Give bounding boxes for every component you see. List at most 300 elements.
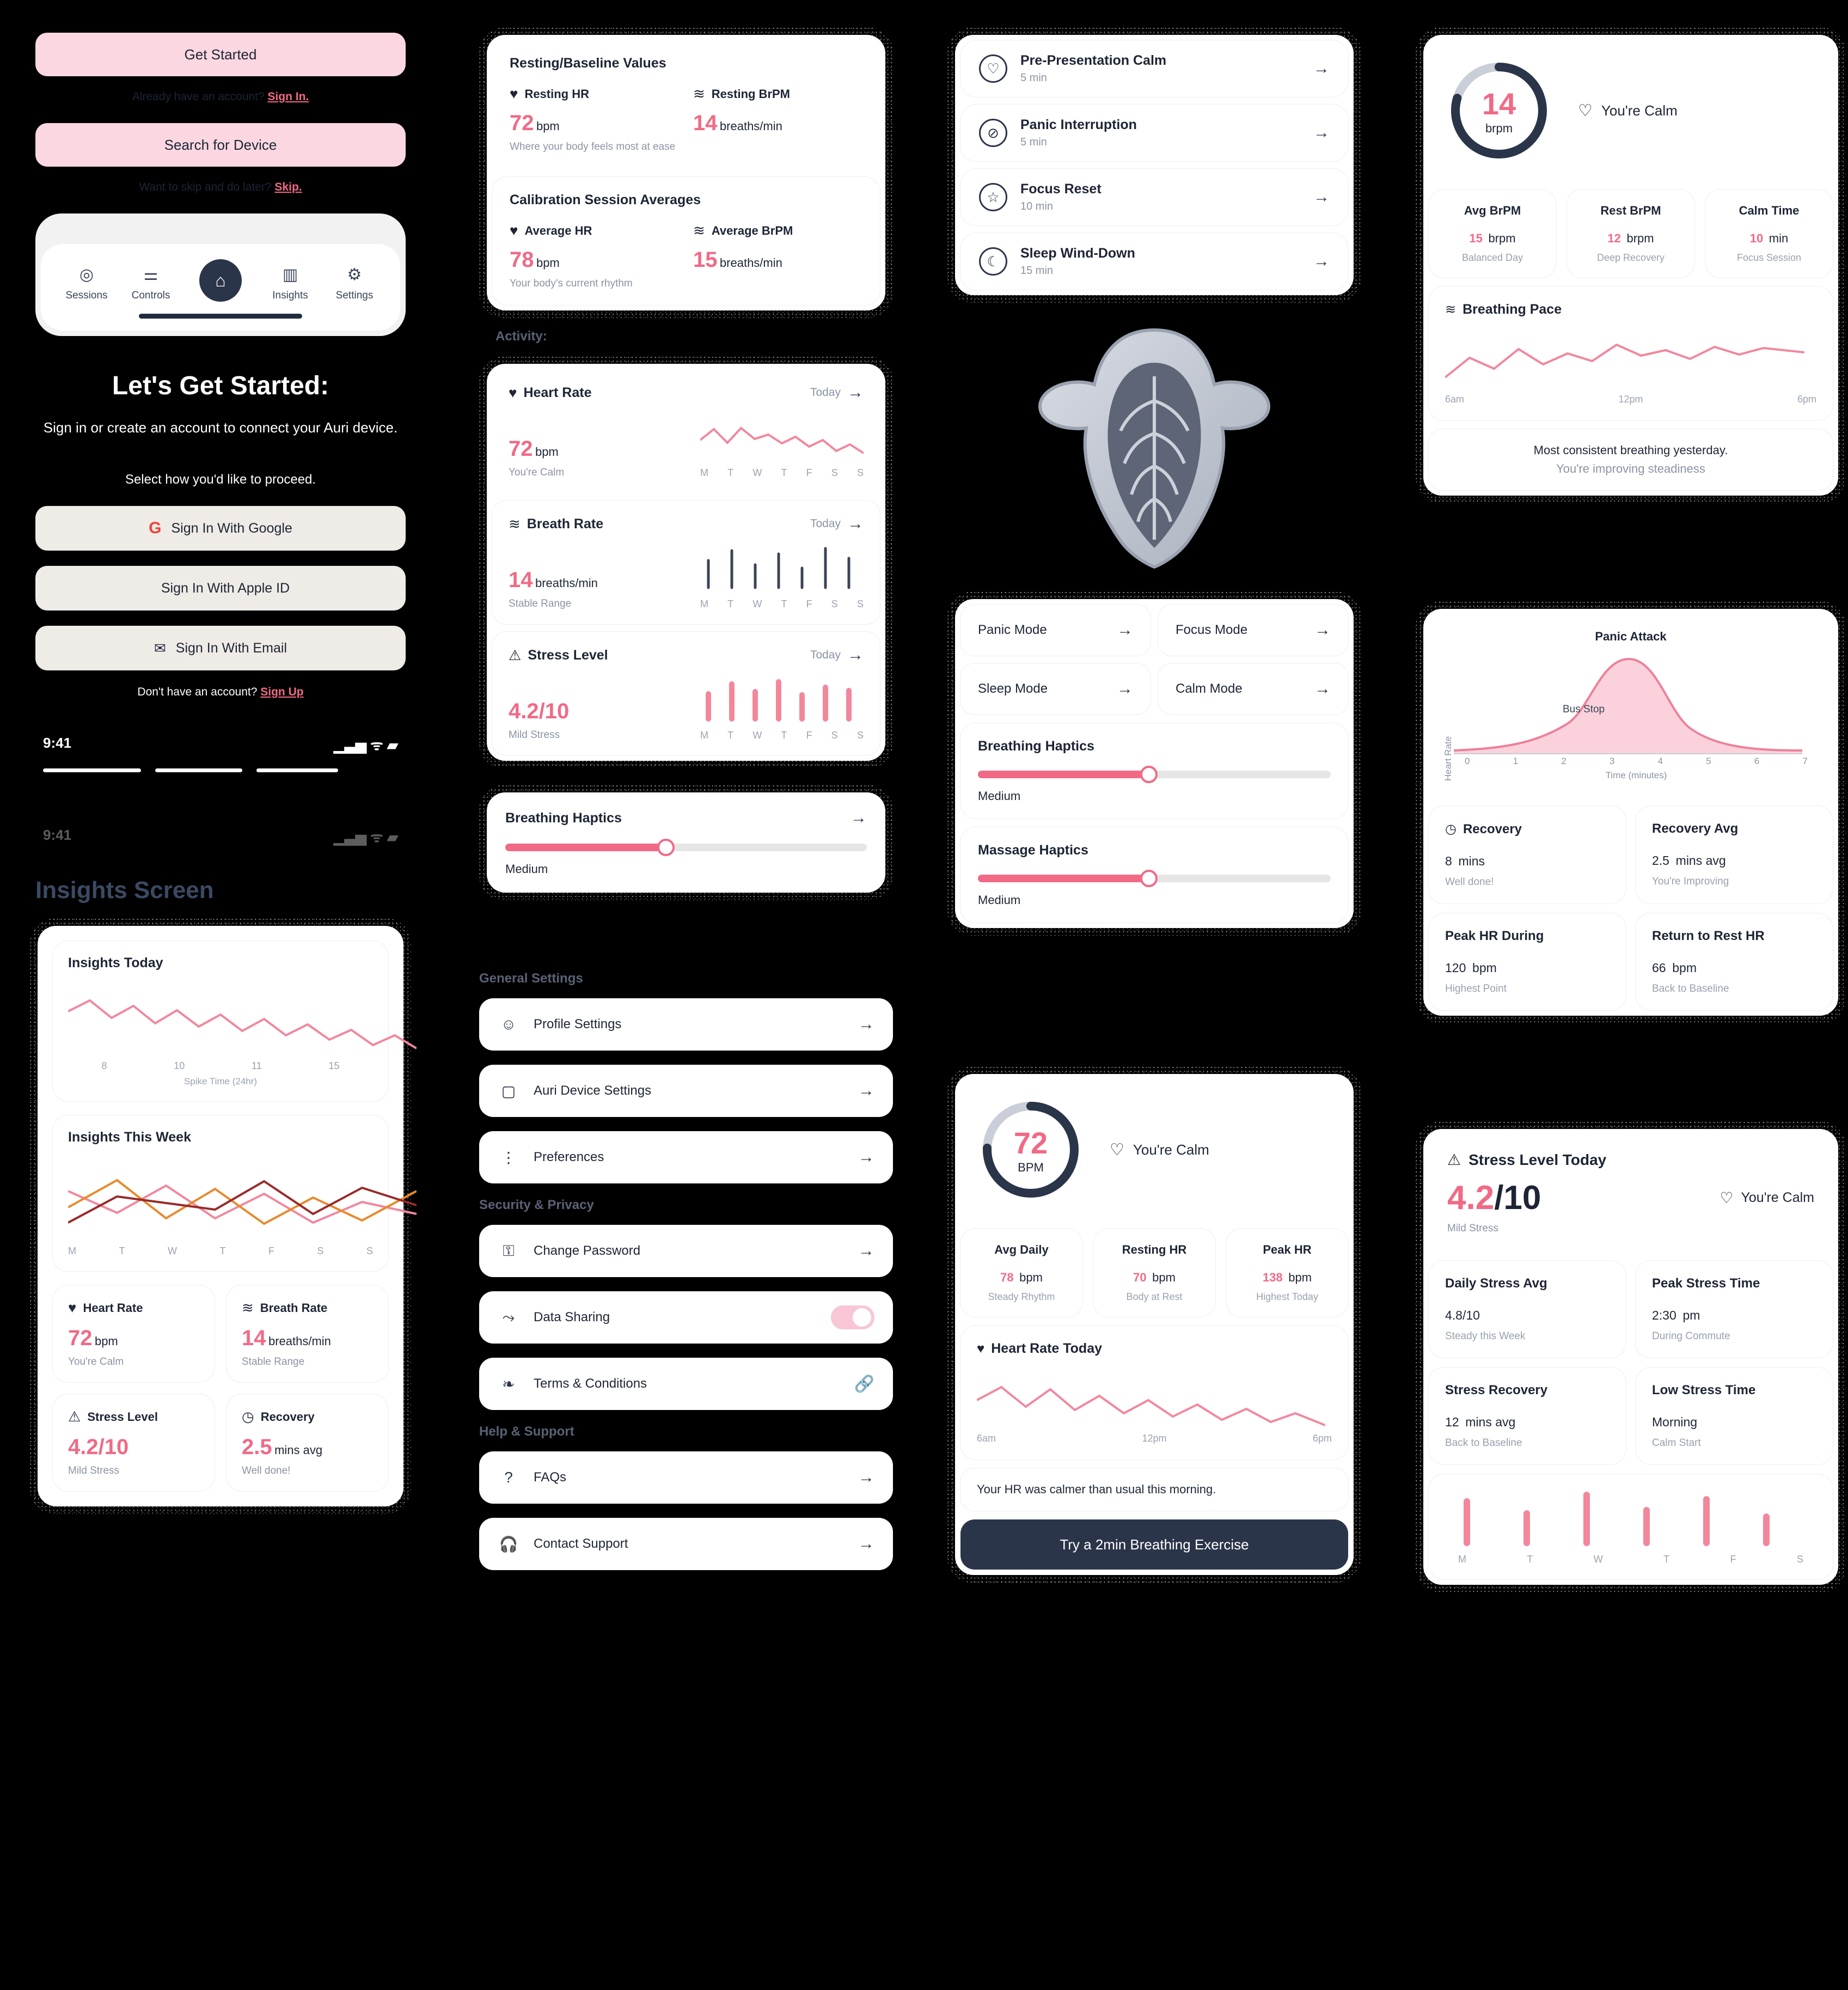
activity-sub: Mild Stress — [509, 729, 560, 741]
session-item-focus-reset[interactable] — [960, 169, 1348, 225]
chevron-right-icon[interactable]: → — [858, 1082, 874, 1100]
auri-creature-illustration — [1029, 325, 1280, 570]
stat-label: Peak HR — [1263, 1243, 1312, 1256]
baseline-left-unit: bpm — [536, 119, 560, 133]
day-label: W — [752, 467, 762, 478]
skip-text: Want to skip and do later? — [139, 181, 272, 193]
hr-today-chart-card — [960, 1326, 1348, 1460]
insights-week-title: Insights This Week — [68, 1130, 191, 1145]
calibration-left-label: Average HR — [524, 223, 592, 237]
chevron-right-icon[interactable]: → — [847, 515, 864, 533]
stat-unit: bpm — [1672, 961, 1697, 975]
brpm-status: You're Calm — [1601, 102, 1678, 119]
breath-icon: ≋ — [509, 515, 521, 532]
status-icons: ▁▃▅ ᯤ ▰ — [333, 829, 398, 845]
stat-sub: Back to Baseline — [1445, 1437, 1522, 1449]
x-tick: 1 — [1513, 756, 1519, 766]
calibration-left-unit: bpm — [536, 256, 560, 270]
day-label: F — [268, 1246, 274, 1256]
metric-label: Recovery — [260, 1409, 315, 1424]
stat-value: 10 — [1749, 231, 1764, 245]
settings-item-label: Contact Support — [534, 1536, 628, 1551]
settings-item-terms[interactable] — [479, 1358, 893, 1410]
stat-unit: mins avg — [1675, 853, 1726, 868]
brpm-ring — [1447, 59, 1551, 162]
metric-card-recovery[interactable] — [227, 1394, 388, 1491]
stat-label: Peak Stress Time — [1652, 1276, 1760, 1291]
alert-icon: ⚠ — [68, 1408, 81, 1425]
page-title: Let's Get Started: — [112, 371, 329, 400]
tick: 15 — [328, 1060, 340, 1071]
person-icon: ☺ — [500, 1016, 517, 1033]
day-label: S — [831, 730, 838, 741]
day-label: S — [856, 467, 864, 478]
stat-value: 66 — [1652, 961, 1666, 975]
stat-value: 2.5 — [1652, 853, 1669, 868]
headset-icon: 🎧 — [499, 1535, 518, 1553]
day-label: T — [781, 467, 787, 478]
already-have-account-text: Already have an account? — [132, 90, 265, 103]
calibration-right-label: Average BrPM — [711, 223, 793, 237]
stat-stress-recovery — [1429, 1368, 1626, 1464]
metric-label: Heart Rate — [83, 1301, 143, 1315]
breathing-pace-chart — [1445, 323, 1804, 394]
day-label: W — [752, 730, 762, 741]
settings-item-device[interactable] — [479, 1065, 893, 1117]
mode-button-focus[interactable] — [1158, 605, 1348, 656]
heart-rate-sparkline — [700, 413, 864, 462]
settings-section-general: General Settings — [479, 971, 583, 986]
skip-note — [35, 181, 406, 194]
insights-week-chart — [68, 1153, 417, 1240]
chevron-right-icon[interactable]: → — [1313, 124, 1330, 142]
session-item-panic-interruption[interactable] — [960, 105, 1348, 161]
day-label: S — [1796, 1554, 1803, 1565]
hr-note: Your HR was calmer than usual this morning. — [960, 1468, 1348, 1511]
stress-header-card — [1429, 1134, 1833, 1251]
home-indicator — [139, 314, 302, 319]
sidebar-item-sessions[interactable] — [59, 265, 114, 302]
breathing-note-2: You're improving steadiness — [1556, 462, 1705, 475]
heart-icon: ♥ — [68, 1299, 77, 1316]
tab-label: Insights — [272, 290, 308, 301]
breathing-pace-title: Breathing Pace — [1463, 302, 1562, 317]
metric-unit: bpm — [94, 1334, 118, 1348]
activity-period: Today — [810, 386, 841, 399]
sso-label: Sign In With Apple ID — [161, 580, 290, 596]
stat-sub: Body at Rest — [1126, 1291, 1183, 1302]
svg-text:Bus Stop: Bus Stop — [1563, 704, 1605, 715]
calibration-left-value: 78 — [510, 248, 534, 272]
control-value: Medium — [978, 893, 1021, 907]
settings-item-label: Profile Settings — [534, 1017, 622, 1031]
breathing-haptics-card[interactable] — [487, 792, 885, 893]
session-duration: 5 min — [1020, 136, 1047, 148]
session-duration: 5 min — [1020, 72, 1047, 84]
hr-ring-card — [960, 1079, 1348, 1220]
question-icon: ? — [504, 1469, 513, 1486]
day-label: W — [167, 1246, 177, 1256]
chevron-right-icon[interactable]: → — [847, 646, 864, 664]
sign-in-google-button[interactable] — [35, 506, 406, 551]
chart-tick: 6am — [1445, 394, 1465, 405]
settings-section-security: Security & Privacy — [479, 1198, 594, 1212]
stat-value: 15 — [1469, 231, 1483, 245]
mode-button-panic[interactable] — [960, 605, 1151, 656]
sso-label: Sign In With Email — [175, 640, 287, 656]
hr-ring-value: 72 — [1013, 1125, 1048, 1160]
day-label: S — [856, 599, 864, 609]
stat-label: Peak HR During — [1445, 929, 1544, 943]
brpm-ring-value: 14 — [1482, 86, 1516, 121]
chevron-right-icon[interactable]: → — [1313, 252, 1330, 270]
sidebar-item-home[interactable] — [188, 259, 253, 302]
sidebar-item-controls[interactable] — [124, 265, 178, 302]
panic-attack-chart — [1454, 647, 1802, 756]
stress-week-bars — [1445, 1488, 1804, 1548]
control-massage-haptics[interactable] — [960, 827, 1348, 923]
gear-icon: ⚙ — [347, 266, 362, 284]
activity-card-breath-rate[interactable] — [492, 500, 880, 624]
day-label: M — [1458, 1554, 1466, 1565]
play-circle-icon: ◎ — [79, 266, 94, 284]
link-icon[interactable]: 🔗 — [854, 1375, 874, 1393]
stat-label: Return to Rest HR — [1652, 929, 1765, 943]
heart-outline-icon: ♡ — [979, 54, 1007, 83]
chevron-right-icon[interactable]: → — [1117, 680, 1133, 698]
day-label: M — [700, 467, 708, 478]
insights-week-days — [68, 1246, 373, 1257]
baseline-right-unit: breaths/min — [719, 119, 782, 133]
breathing-note-1: Most consistent breathing yesterday. — [1533, 443, 1728, 457]
stat-unit: mins — [1458, 854, 1485, 868]
day-label: T — [727, 467, 734, 478]
stat-sub: You're Improving — [1652, 876, 1729, 887]
settings-item-change-password[interactable] — [479, 1225, 893, 1277]
status-time: 9:41 — [43, 735, 72, 751]
home-icon: ⌂ — [199, 259, 242, 302]
metric-value: 72 — [68, 1326, 93, 1350]
insights-today-ticks — [68, 1060, 373, 1072]
activity-section-label: Activity: — [495, 329, 547, 344]
metric-sub: Well done! — [242, 1465, 291, 1476]
stress-week-bars-card — [1429, 1474, 1833, 1579]
heart-icon: ♥ — [510, 86, 518, 102]
status-time: 9:41 — [43, 827, 72, 843]
settings-item-data-sharing[interactable] — [479, 1291, 893, 1344]
activity-title: Stress Level — [528, 647, 608, 663]
get-started-button[interactable]: Get Started — [35, 33, 406, 76]
activity-sub: Stable Range — [509, 598, 572, 609]
stat-sub: Calm Start — [1652, 1437, 1701, 1449]
stat-label: Calm Time — [1739, 204, 1800, 217]
breath-rate-bars — [700, 544, 864, 593]
metric-value: 2.5 — [242, 1435, 272, 1459]
activity-card-stress-level[interactable] — [492, 632, 880, 755]
share-icon: ⤳ — [502, 1308, 515, 1326]
settings-item-label: Change Password — [534, 1243, 641, 1258]
stat-recovery-avg — [1636, 806, 1833, 904]
onboarding-proceed: Select how you'd like to proceed. — [125, 472, 316, 487]
stat-value: 120 — [1445, 961, 1466, 975]
calibration-right-value: 15 — [693, 248, 718, 272]
calibration-note: Your body's current rhythm — [510, 278, 633, 289]
stat-value: 70 — [1133, 1271, 1147, 1284]
day-label: S — [831, 467, 838, 478]
alert-icon: ⚠ — [1447, 1151, 1461, 1168]
breathing-note — [1429, 429, 1833, 490]
stat-unit: brpm — [1626, 231, 1654, 245]
day-label: T — [219, 1246, 226, 1256]
stat-value: 12 — [1445, 1415, 1459, 1429]
stat-sub: Back to Baseline — [1652, 983, 1729, 994]
x-tick: 3 — [1609, 756, 1615, 766]
onboarding-body: Sign in or create an account to connect your Auri device. — [43, 419, 398, 436]
stat-unit: bpm — [1152, 1271, 1176, 1284]
activity-unit: bpm — [535, 445, 559, 459]
settings-item-preferences[interactable] — [479, 1131, 893, 1183]
session-item-pre-presentation-calm[interactable] — [960, 40, 1348, 97]
no-account-note — [35, 686, 406, 699]
chevron-right-icon[interactable]: → — [847, 383, 864, 401]
chevron-right-icon[interactable]: → — [858, 1535, 874, 1553]
stat-daily-stress-avg — [1429, 1261, 1626, 1358]
search-for-device-button[interactable]: Search for Device — [35, 123, 406, 167]
breath-icon: ≋ — [242, 1299, 254, 1316]
tick: 11 — [252, 1060, 262, 1071]
activity-title: Heart Rate — [523, 384, 592, 400]
stat-peak-hr — [1226, 1229, 1348, 1317]
mode-label: Calm Mode — [1176, 681, 1243, 696]
stat-label: Low Stress Time — [1652, 1383, 1756, 1397]
settings-item-label: Auri Device Settings — [534, 1083, 652, 1098]
day-label: F — [806, 730, 812, 741]
tab-label: Settings — [335, 290, 374, 301]
stat-peak-stress-time — [1636, 1261, 1833, 1358]
day-label: F — [806, 599, 812, 609]
status-bar — [35, 735, 406, 754]
sign-in-link[interactable]: Sign In. — [267, 90, 309, 103]
chevron-right-icon[interactable]: → — [858, 1148, 874, 1166]
star-icon: ☆ — [979, 183, 1007, 211]
heart-icon: ♥ — [977, 1341, 985, 1356]
breathing-exercise-button[interactable]: Try a 2min Breathing Exercise — [960, 1519, 1348, 1570]
session-title: Sleep Wind-Down — [1020, 246, 1135, 261]
day-label: M — [700, 730, 708, 741]
baseline-title: Resting/Baseline Values — [510, 56, 666, 71]
panic-chart-title: Panic Attack — [1595, 630, 1667, 643]
chevron-right-icon[interactable]: → — [858, 1468, 874, 1486]
bottom-tab-bar[interactable] — [41, 244, 400, 331]
stat-label: Recovery — [1463, 821, 1522, 837]
sidebar-item-insights[interactable] — [263, 265, 317, 302]
day-label: S — [831, 599, 838, 609]
metric-unit: breaths/min — [268, 1334, 331, 1348]
calibration-title: Calibration Session Averages — [510, 192, 701, 207]
status-bar-2 — [35, 827, 406, 846]
stat-resting-hr — [1093, 1229, 1215, 1317]
metric-card-stress-level[interactable] — [53, 1394, 215, 1491]
settings-section-help: Help & Support — [479, 1424, 574, 1439]
stat-label: Rest BrPM — [1600, 204, 1661, 217]
stat-label: Avg BrPM — [1464, 204, 1521, 217]
stat-sub: During Commute — [1652, 1330, 1730, 1342]
insights-today-chart — [68, 979, 417, 1060]
baseline-left-value: 72 — [510, 111, 534, 135]
stress-value: 4.2 — [1447, 1179, 1495, 1217]
brpm-ring-unit: brpm — [1485, 121, 1513, 135]
panic-chart-xlabel: Time (minutes) — [1605, 770, 1667, 780]
day-label: W — [752, 599, 762, 609]
mode-button-calm[interactable] — [1158, 663, 1348, 715]
control-value: Medium — [978, 789, 1021, 803]
insights-today-title: Insights Today — [68, 955, 163, 970]
stat-value: 12 — [1607, 231, 1621, 245]
stat-sub: Highest Today — [1256, 1291, 1318, 1302]
session-duration: 15 min — [1020, 265, 1054, 277]
alert-icon: ⚠ — [509, 646, 522, 663]
day-label: T — [1663, 1554, 1670, 1565]
day-label: T — [727, 599, 734, 609]
chart-tick: 6pm — [1312, 1433, 1332, 1444]
stat-sub: Highest Point — [1445, 983, 1507, 994]
stat-sub: Focus Session — [1736, 252, 1802, 263]
activity-card-heart-rate[interactable] — [492, 369, 880, 493]
activity-value: 72 — [509, 437, 533, 461]
stat-return-to-rest — [1636, 913, 1833, 1010]
stat-label: Daily Stress Avg — [1445, 1276, 1547, 1291]
control-title: Massage Haptics — [978, 843, 1088, 858]
hr-status: You're Calm — [1133, 1141, 1209, 1158]
haptics-slider[interactable] — [505, 844, 867, 851]
chevron-right-icon[interactable]: → — [850, 809, 867, 827]
chevron-right-icon[interactable]: → — [1314, 621, 1331, 639]
session-item-sleep-wind-down[interactable] — [960, 233, 1348, 290]
mail-icon: ✉ — [154, 639, 166, 656]
day-label: S — [856, 730, 864, 741]
clock-icon: ◷ — [242, 1408, 254, 1425]
hr-ring-unit: BPM — [1018, 1160, 1044, 1174]
stat-value: 2:30 — [1652, 1308, 1676, 1322]
day-label: M — [700, 599, 708, 609]
no-account-text: Don't have an account? — [137, 686, 258, 698]
breath-icon: ≋ — [693, 222, 705, 239]
bar-chart-icon: ▥ — [282, 266, 298, 284]
panic-chart-ylabel: Heart Rate — [1443, 736, 1453, 781]
massage-haptics-slider[interactable] — [978, 875, 1331, 882]
settings-item-label: Terms & Conditions — [534, 1376, 647, 1391]
lock-icon: ⚿ — [503, 1242, 515, 1259]
settings-item-label: FAQs — [534, 1470, 567, 1485]
stat-sub: Well done! — [1445, 876, 1494, 888]
day-label: T — [727, 730, 734, 741]
stat-sub: Balanced Day — [1461, 252, 1523, 263]
stat-avg-brpm — [1429, 190, 1556, 278]
settings-item-profile[interactable] — [479, 998, 893, 1051]
skip-link[interactable]: Skip. — [274, 181, 302, 193]
metric-card-heart-rate[interactable] — [53, 1285, 215, 1382]
x-tick: 5 — [1706, 756, 1711, 766]
baseline-left-label: Resting HR — [524, 87, 589, 101]
panic-attack-chart-card — [1429, 614, 1833, 796]
activity-sub: You're Calm — [509, 467, 565, 478]
heart-outline-icon: ♡ — [1720, 1189, 1734, 1206]
session-title: Panic Interruption — [1020, 117, 1137, 132]
stat-unit: bpm — [1472, 961, 1497, 975]
activity-value: 4.2/10 — [509, 699, 570, 723]
stat-sub: Steady Rhythm — [988, 1291, 1055, 1302]
sidebar-item-settings[interactable] — [327, 265, 382, 302]
chevron-right-icon[interactable]: → — [1313, 188, 1330, 206]
metric-label: Stress Level — [87, 1409, 158, 1424]
activity-period: Today — [810, 517, 841, 530]
data-sharing-toggle[interactable] — [831, 1305, 874, 1329]
stat-label: Recovery Avg — [1652, 821, 1739, 836]
stress-title: Stress Level Today — [1468, 1151, 1607, 1168]
settings-item-contact-support[interactable] — [479, 1518, 893, 1570]
breathing-haptics-slider[interactable] — [978, 771, 1331, 778]
mode-button-sleep[interactable] — [960, 663, 1151, 715]
stat-rest-brpm — [1567, 190, 1694, 278]
day-label: T — [1527, 1554, 1533, 1565]
x-tick: 4 — [1657, 756, 1663, 766]
x-tick: 0 — [1465, 756, 1470, 766]
chart-tick: 12pm — [1618, 394, 1643, 405]
status-icons: ▁▃▅ ᯤ ▰ — [333, 737, 398, 753]
sign-in-apple-button[interactable] — [35, 566, 406, 611]
chevron-right-icon[interactable]: → — [1314, 680, 1331, 698]
settings-item-faqs[interactable] — [479, 1451, 893, 1504]
stat-value: Morning — [1652, 1415, 1698, 1429]
stat-unit: bpm — [1288, 1271, 1312, 1284]
stat-label: Resting HR — [1122, 1243, 1187, 1256]
doc-icon: ❧ — [502, 1375, 515, 1393]
stat-avg-daily — [960, 1229, 1082, 1317]
heart-icon: ♥ — [509, 384, 517, 401]
hr-today-chart — [977, 1362, 1325, 1433]
already-have-account-note — [35, 90, 406, 103]
metric-value: 4.2/10 — [68, 1435, 129, 1459]
settings-item-label: Data Sharing — [534, 1310, 610, 1324]
chevron-right-icon[interactable]: → — [1313, 59, 1330, 77]
day-label: T — [119, 1246, 125, 1256]
stat-calm-time — [1705, 190, 1833, 278]
control-breathing-haptics[interactable] — [960, 723, 1348, 819]
tab-label: Sessions — [65, 290, 108, 301]
stress-bars — [700, 675, 864, 724]
stat-label: Stress Recovery — [1445, 1383, 1548, 1397]
chevron-right-icon[interactable]: → — [858, 1242, 874, 1260]
stat-unit: bpm — [1019, 1271, 1043, 1284]
heart-icon: ♥ — [510, 222, 518, 239]
breath-icon: ≋ — [1445, 302, 1457, 317]
sign-up-link[interactable]: Sign Up — [260, 686, 304, 698]
stat-label: Avg Daily — [994, 1243, 1049, 1256]
hr-ring — [979, 1098, 1082, 1201]
stat-value: 4.8/10 — [1445, 1308, 1480, 1322]
metric-card-breath-rate[interactable] — [227, 1285, 388, 1382]
stress-sub: Mild Stress — [1447, 1223, 1498, 1234]
chevron-right-icon[interactable]: → — [858, 1015, 874, 1033]
day-label: T — [781, 730, 787, 741]
sliders-icon: ⚌ — [143, 266, 158, 284]
chevron-right-icon[interactable]: → — [1117, 621, 1133, 639]
session-title: Focus Reset — [1020, 181, 1102, 197]
sign-in-email-button[interactable] — [35, 626, 406, 670]
stat-value: 8 — [1445, 854, 1452, 868]
baseline-right-label: Resting BrPM — [711, 87, 791, 101]
metric-value: 14 — [242, 1326, 266, 1350]
